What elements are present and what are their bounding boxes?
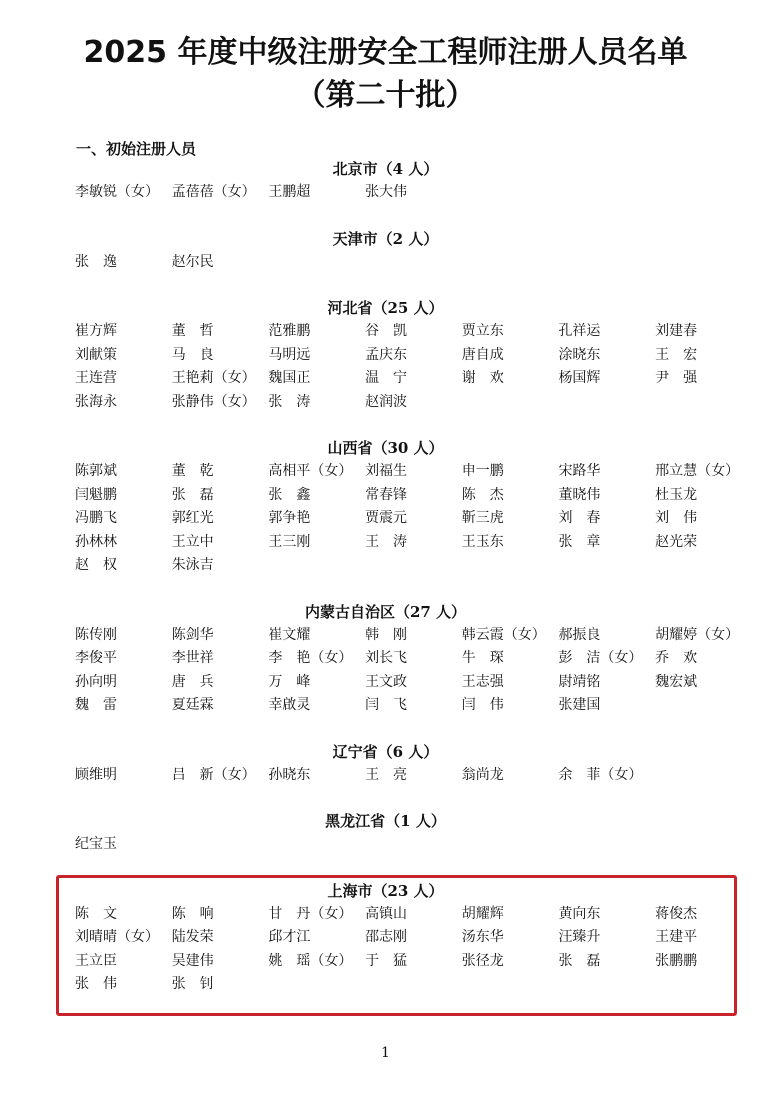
person-name: 王艳莉（女）: [171, 370, 256, 386]
highlight-box-shanghai: [56, 875, 737, 1016]
person-name: 邵志刚: [365, 929, 408, 945]
person-name: 幸啟灵: [268, 697, 311, 713]
person-name: 张鹏鹏: [655, 952, 698, 969]
person-name: 张 鑫: [268, 486, 311, 503]
region-spacer: [0, 274, 771, 297]
person-name: 余 菲（女）: [558, 766, 643, 783]
person-name: 陈 响: [171, 905, 214, 922]
person-name: 彭 洁（女）: [558, 650, 643, 666]
page-number: 1: [381, 1045, 390, 1061]
region-title: 内蒙古自治区（27 人）: [304, 602, 467, 621]
person-name: 高相平（女）: [268, 463, 353, 479]
person-name: 张径龙: [461, 952, 504, 969]
name-grid: [75, 764, 771, 788]
person-name: 王文政: [365, 673, 408, 690]
region-spacer: [0, 578, 771, 601]
person-name: 马明远: [268, 346, 311, 363]
person-name: 崔方辉: [75, 323, 117, 339]
person-name: 董 乾: [171, 463, 214, 479]
person-name: 王鹏超: [268, 184, 311, 200]
person-name: 孙林林: [75, 533, 117, 550]
person-name: 范雅鹏: [268, 323, 311, 339]
person-name: 陈传刚: [75, 626, 117, 643]
person-name: 闫 飞: [365, 697, 408, 713]
person-name: 吴建伟: [171, 952, 214, 969]
person-name: 杨国辉: [558, 370, 601, 386]
person-name: 陈郭斌: [75, 463, 117, 479]
person-name: 胡耀婷（女）: [655, 626, 740, 643]
person-name: 王立臣: [75, 952, 117, 969]
region-block: [0, 741, 771, 788]
person-name: 朱泳吉: [171, 557, 214, 573]
person-name: 张 钊: [171, 976, 214, 992]
person-name: 刘晴晴（女）: [75, 929, 159, 945]
person-name: 姚 瑶（女）: [268, 952, 353, 969]
region-list: [0, 158, 771, 997]
person-name: 张建国: [558, 697, 601, 713]
name-grid: [75, 460, 771, 578]
person-name: 闫 伟: [461, 697, 504, 713]
person-name: 温 宁: [365, 370, 408, 386]
person-name: 王三刚: [268, 533, 311, 550]
document-subtitle: （第二十批）: [295, 78, 476, 113]
person-name: 马 良: [171, 346, 214, 363]
region-spacer: [0, 205, 771, 228]
person-name: 孟蓓蓓（女）: [171, 184, 256, 200]
person-name: 张 逸: [75, 253, 117, 270]
person-name: 孙向明: [75, 673, 117, 690]
person-name: 纪宝玉: [75, 836, 117, 852]
person-name: 赵光荣: [655, 533, 698, 550]
region-block: [0, 437, 771, 578]
person-name: 李 艳（女）: [268, 650, 353, 666]
person-name: 郝振良: [558, 626, 601, 643]
region-block: [0, 601, 771, 718]
person-name: 尉靖铭: [558, 673, 601, 690]
person-name: 张 章: [558, 533, 601, 550]
person-name: 孙晓东: [268, 766, 311, 783]
person-name: 张 涛: [268, 393, 311, 410]
person-name: 夏廷霖: [171, 697, 214, 713]
person-name: 郭红光: [171, 510, 214, 526]
person-name: 顾维明: [75, 766, 117, 783]
person-name: 邱才江: [268, 929, 311, 945]
person-name: 涂晓东: [558, 346, 601, 363]
name-grid: [75, 624, 771, 718]
person-name: 刘长飞: [365, 650, 408, 666]
region-block: [0, 297, 771, 414]
person-name: 张大伟: [365, 184, 408, 200]
name-grid: [75, 251, 771, 275]
person-name: 韩 刚: [365, 626, 408, 643]
person-name: 陈 杰: [461, 486, 504, 503]
person-name: 王建平: [655, 929, 698, 945]
person-name: 甘 丹（女）: [268, 905, 353, 922]
person-name: 黄向东: [558, 905, 601, 922]
person-name: 乔 欢: [655, 650, 698, 666]
person-name: 唐自成: [461, 346, 504, 363]
person-name: 王 涛: [365, 533, 408, 550]
person-name: 胡耀辉: [461, 905, 504, 922]
person-name: 谢 欢: [461, 370, 504, 386]
region-block: [0, 228, 771, 275]
person-name: 刘福生: [365, 463, 408, 479]
person-name: 王玉东: [461, 533, 504, 550]
person-name: 冯鹏飞: [75, 510, 117, 526]
person-name: 邢立慧（女）: [655, 463, 740, 479]
person-name: 王 亮: [365, 766, 408, 783]
person-name: 牛 琛: [461, 650, 504, 666]
region-spacer: [0, 718, 771, 741]
person-name: 张海永: [75, 393, 117, 410]
person-name: 闫魁鹏: [75, 486, 117, 503]
region-title: 天津市（2 人）: [332, 229, 439, 248]
name-grid: [75, 833, 771, 857]
person-name: 王志强: [461, 673, 504, 690]
person-name: 李俊平: [75, 650, 117, 666]
person-name: 刘 春: [558, 510, 601, 526]
document-title: 2025 年度中级注册安全工程师注册人员名单: [83, 35, 688, 70]
region-title: 山西省（30 人）: [327, 439, 444, 457]
person-name: 于 猛: [365, 952, 408, 969]
name-grid: [75, 320, 771, 414]
person-name: 董晓伟: [558, 486, 601, 503]
region-title: 河北省（25 人）: [327, 299, 444, 317]
person-name: 孟庆东: [365, 346, 408, 363]
person-name: 宋路华: [558, 463, 601, 479]
person-name: 张 磊: [171, 486, 214, 503]
name-grid: [75, 181, 771, 205]
person-name: 李世祥: [171, 650, 214, 666]
person-name: 李敏锐（女）: [75, 184, 159, 200]
person-name: 张静伟（女）: [171, 393, 256, 410]
person-name: 谷 凯: [365, 323, 408, 339]
person-name: 赵尔民: [171, 253, 214, 270]
person-name: 王立中: [171, 533, 214, 550]
person-name: 唐 兵: [171, 673, 214, 690]
region-block: [0, 158, 771, 205]
region-title: 北京市（4 人）: [332, 160, 439, 178]
person-name: 杜玉龙: [655, 486, 698, 503]
region-spacer: [0, 787, 771, 810]
person-name: 翁尚龙: [461, 766, 504, 783]
person-name: 郭争艳: [268, 510, 311, 526]
person-name: 尹 强: [655, 370, 698, 386]
person-name: 汪臻升: [558, 929, 601, 945]
person-name: 陈 文: [75, 905, 117, 922]
person-name: 陈剑华: [171, 626, 214, 643]
person-name: 董 哲: [171, 323, 214, 339]
person-name: 魏 雷: [75, 697, 117, 713]
person-name: 刘建春: [655, 323, 698, 339]
region-spacer: [0, 414, 771, 437]
person-name: 刘 伟: [655, 510, 698, 526]
region-title: 黑龙江省（1 人）: [325, 812, 446, 830]
person-name: 魏宏斌: [655, 673, 698, 690]
person-name: 刘献策: [75, 346, 117, 363]
person-name: 王 宏: [655, 346, 698, 363]
person-name: 万 峰: [268, 673, 311, 690]
person-name: 魏国正: [268, 370, 311, 386]
person-name: 张 伟: [75, 976, 117, 992]
region-title: 辽宁省（6 人）: [332, 742, 439, 761]
person-name: 王连营: [75, 370, 117, 386]
person-name: 吕 新（女）: [171, 766, 256, 783]
person-name: 韩云霞（女）: [461, 626, 546, 643]
person-name: 赵 权: [75, 557, 117, 573]
person-name: 蒋俊杰: [655, 905, 698, 922]
person-name: 汤东华: [461, 929, 504, 945]
person-name: 张 磊: [558, 952, 601, 969]
person-name: 孔祥运: [558, 323, 601, 339]
person-name: 常春锋: [365, 486, 408, 503]
person-name: 贾震元: [365, 510, 408, 526]
person-name: 贾立东: [461, 323, 504, 339]
person-name: 靳三虎: [461, 510, 504, 526]
person-name: 高镇山: [365, 905, 408, 922]
person-name: 陆发荣: [171, 929, 214, 945]
person-name: 赵润波: [365, 393, 408, 410]
person-name: 申一鹏: [461, 463, 504, 479]
section-heading: 一、初始注册人员: [76, 140, 197, 158]
region-title: 上海市（23 人）: [327, 881, 444, 900]
person-name: 崔文耀: [268, 626, 311, 643]
region-block: [0, 810, 771, 857]
